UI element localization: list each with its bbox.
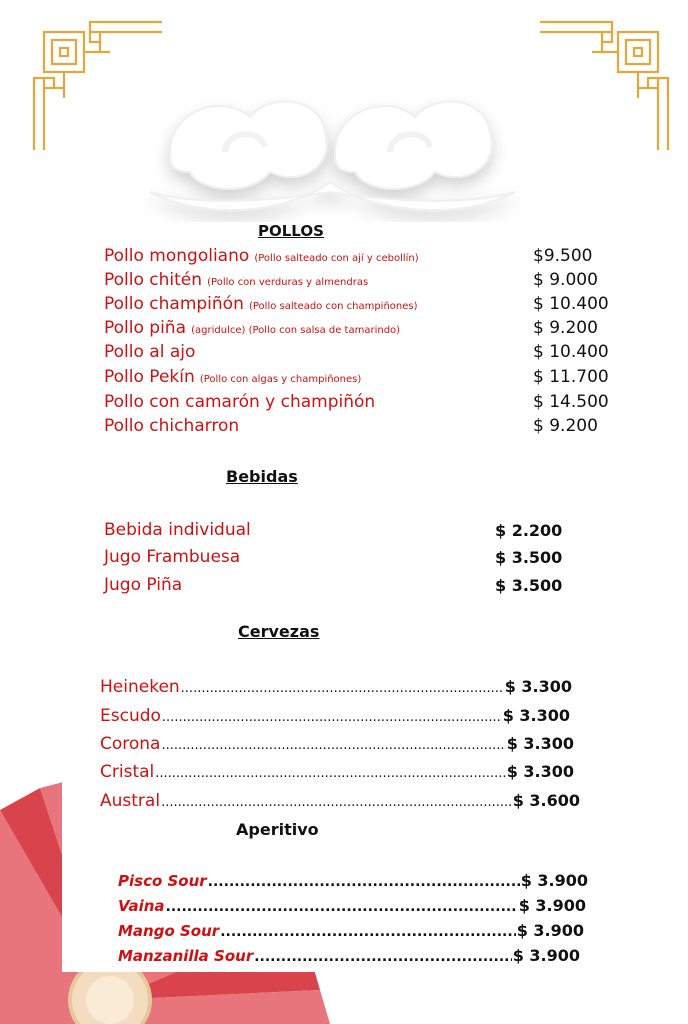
item-price: $ 3.500 (495, 576, 563, 595)
cervezas-heading: Cervezas (238, 622, 320, 641)
cloud-ornament-icon (130, 72, 530, 222)
list-item: Pollo mongoliano (Pollo salteado con ají y cebollín) (104, 246, 419, 266)
list-item: Pollo chicharron (104, 416, 240, 436)
bebidas-heading: Bebidas (226, 467, 298, 486)
list-item: Manzanilla Sour ..... $ 3.900 (118, 946, 580, 965)
list-item: Pisco Sour ..... $ 3.900 (118, 871, 588, 890)
item-price: $ 2.200 (495, 521, 563, 540)
list-item: Pollo champiñón (Pollo salteado con champiñones) (104, 294, 418, 314)
item-price: $ 3.500 (495, 548, 563, 567)
list-item: Escudo ..... $ 3.300 (100, 706, 570, 726)
list-item: Jugo Frambuesa (104, 547, 241, 567)
item-price: $9.500 (533, 246, 593, 266)
list-item: Vaina ..... $ 3.900 (118, 896, 586, 915)
dot-leader (166, 899, 518, 915)
pollos-heading: POLLOS (258, 222, 324, 240)
list-item: Austral ..... $ 3.600 (100, 791, 580, 811)
list-item: Pollo con camarón y champiñón (104, 392, 376, 412)
item-price: $ 14.500 (533, 392, 609, 412)
list-item: Cristal ..... $ 3.300 (100, 762, 574, 782)
item-price: $ 9.200 (533, 318, 598, 338)
list-item: Heineken ..... $ 3.300 (100, 677, 572, 697)
list-item: Corona ..... $ 3.300 (100, 734, 574, 754)
dot-leader (162, 710, 502, 725)
item-price: $ 9.000 (533, 270, 598, 290)
dot-leader (254, 949, 511, 965)
list-item: Pollo Pekín (Pollo con algas y champiñones) (104, 367, 362, 387)
list-item: Pollo piña (agridulce) (Pollo con salsa de tamarindo) (104, 318, 401, 338)
corner-ornament-right-icon (537, 18, 672, 153)
dot-leader (161, 738, 505, 753)
item-price: $ 11.700 (533, 367, 609, 387)
item-price: $ 10.400 (533, 342, 609, 362)
dot-leader (181, 681, 504, 696)
aperitivo-heading: Aperitivo (236, 820, 319, 839)
dot-leader (220, 924, 516, 940)
list-item: Jugo Piña (104, 575, 183, 595)
list-item: Pollo al ajo (104, 342, 196, 362)
dot-leader (155, 766, 505, 781)
list-item: Pollo chitén (Pollo con verduras y almendras (104, 270, 369, 290)
dot-leader (208, 874, 520, 890)
item-price: $ 10.400 (533, 294, 609, 314)
list-item: Mango Sour ..... $ 3.900 (118, 921, 584, 940)
item-price: $ 9.200 (533, 416, 598, 436)
list-item: Bebida individual (104, 520, 251, 540)
dot-leader (161, 795, 512, 810)
